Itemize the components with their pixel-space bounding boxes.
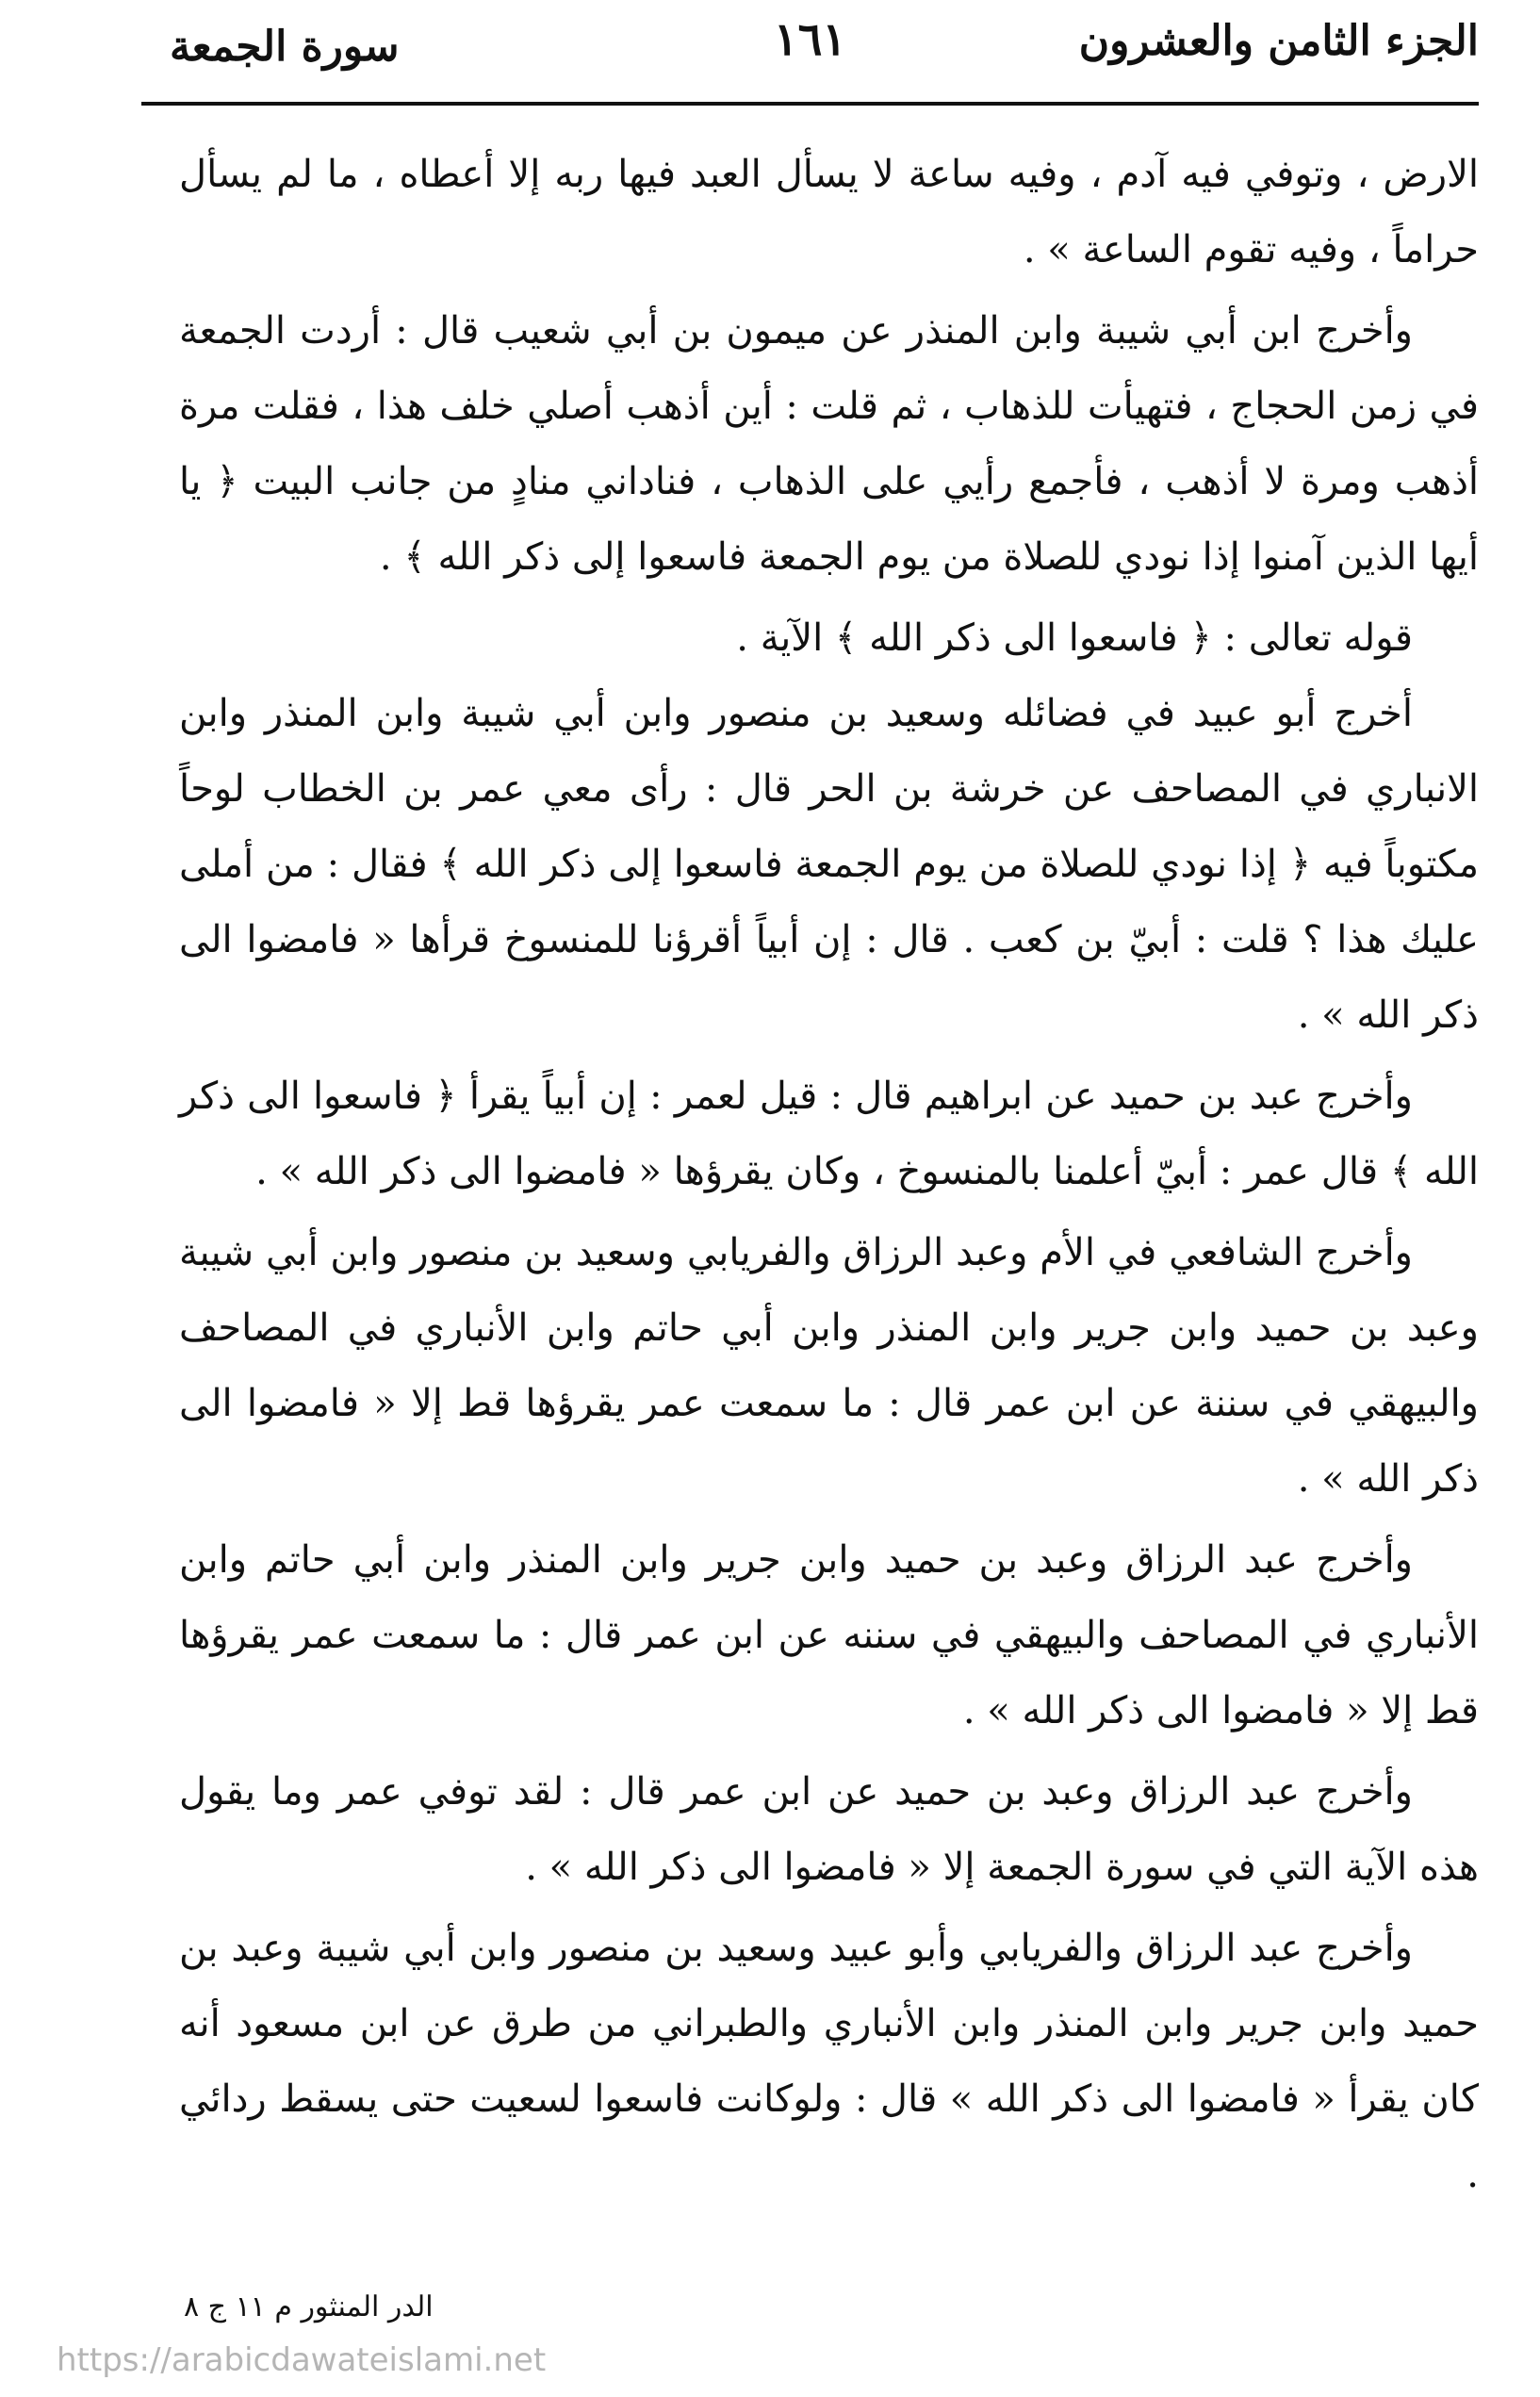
section-heading: قوله تعالى : ﴿ فاسعوا الى ذكر الله ﴾ الآية . (736, 616, 1413, 660)
paragraph: وأخرج ابن أبي شيبة وابن المنذر عن ميمون بن أبي شعيب قال : أردت الجمعة في زمن الحجاج ، فتهيأت للذهاب ، ثم قلت : أين أذهب أصلي خلف هذا ، فقلت مرة أذهب ومرة لا أذهب ، فأجمع رأيي على الذهاب ، فناداني منادٍ من جانب البيت ﴿ يا أيها الذين آمنوا إذا نودي للصلاة من يوم الجمعة فاسعوا إلى ذكر الله ﴾ . (179, 309, 1479, 579)
paragraph: الارض ، وتوفي فيه آدم ، وفيه ساعة لا يسأل العبد فيها ربه إلا أعطاه ، ما لم يسأل حراماً ، وفيه تقوم الساعة » . (179, 153, 1479, 271)
part-title: الجزء الثامن والعشرون (1078, 17, 1479, 65)
paragraph: أخرج أبو عبيد في فضائله وسعيد بن منصور وابن أبي شيبة وابن المنذر وابن الانباري في المصاحف عن خرشة بن الحر قال : رأى معي عمر بن الخطاب لوحاً مكتوباً فيه ﴿ إذا نودي للصلاة من يوم الجمعة فاسعوا إلى ذكر الله ﴾ فقال : من أملى عليك هذا ؟ قلت : أبيّ بن كعب . قال : إن أبياً أقرؤنا للمنسوخ قرأها « فامضوا الى ذكر الله » . (179, 692, 1479, 1037)
paragraph: وأخرج عبد الرزاق وعبد بن حميد وابن جرير وابن المنذر وابن أبي حاتم وابن الأنباري في المصاحف والبيهقي في سننه عن ابن عمر قال : ما سمعت عمر يقرؤها قط إلا « فامضوا الى ذكر الله » . (179, 1538, 1479, 1732)
paragraph: وأخرج الشافعي في الأم وعبد الرزاق والفريابي وسعيد بن منصور وابن أبي شيبة وعبد بن حميد وابن جرير وابن المنذر وابن أبي حاتم وابن الأنباري في المصاحف والبيهقي في سننة عن ابن عمر قال : ما سمعت عمر يقرؤها قط إلا « فامضوا الى ذكر الله » . (179, 1231, 1479, 1501)
page-body (179, 137, 1479, 2218)
footer-note: الدر المنثور م ١١ ج ٨ (184, 2290, 434, 2323)
header-rule (141, 102, 1479, 106)
paragraph: وأخرج عبد بن حميد عن ابراهيم قال : قيل لعمر : إن أبياً يقرأ ﴿ فاسعوا الى ذكر الله ﴾ قال عمر : أبيّ أعلمنا بالمنسوخ ، وكان يقرؤها « فامضوا الى ذكر الله » . (179, 1075, 1479, 1193)
watermark-url: https://arabicdawateislami.net (57, 2341, 547, 2379)
surah-title: سورة الجمعة (170, 23, 400, 71)
paragraph: وأخرج عبد الرزاق وعبد بن حميد عن ابن عمر قال : لقد توفي عمر وما يقول هذه الآية التي في سورة الجمعة إلا « فامضوا الى ذكر الله » . (179, 1770, 1479, 1889)
paragraph: وأخرج عبد الرزاق والفريابي وأبو عبيد وسعيد بن منصور وابن أبي شيبة وعبد بن حميد وابن جرير وابن المنذر وابن الأنباري والطبراني من طرق عن ابن مسعود أنه كان يقرأ « فامضوا الى ذكر الله » قال : ولوكانت فاسعوا لسعيت حتى يسقط ردائي . (179, 1927, 1479, 2196)
page-number: ١٦١ (773, 13, 847, 66)
page-header (141, 13, 1479, 92)
